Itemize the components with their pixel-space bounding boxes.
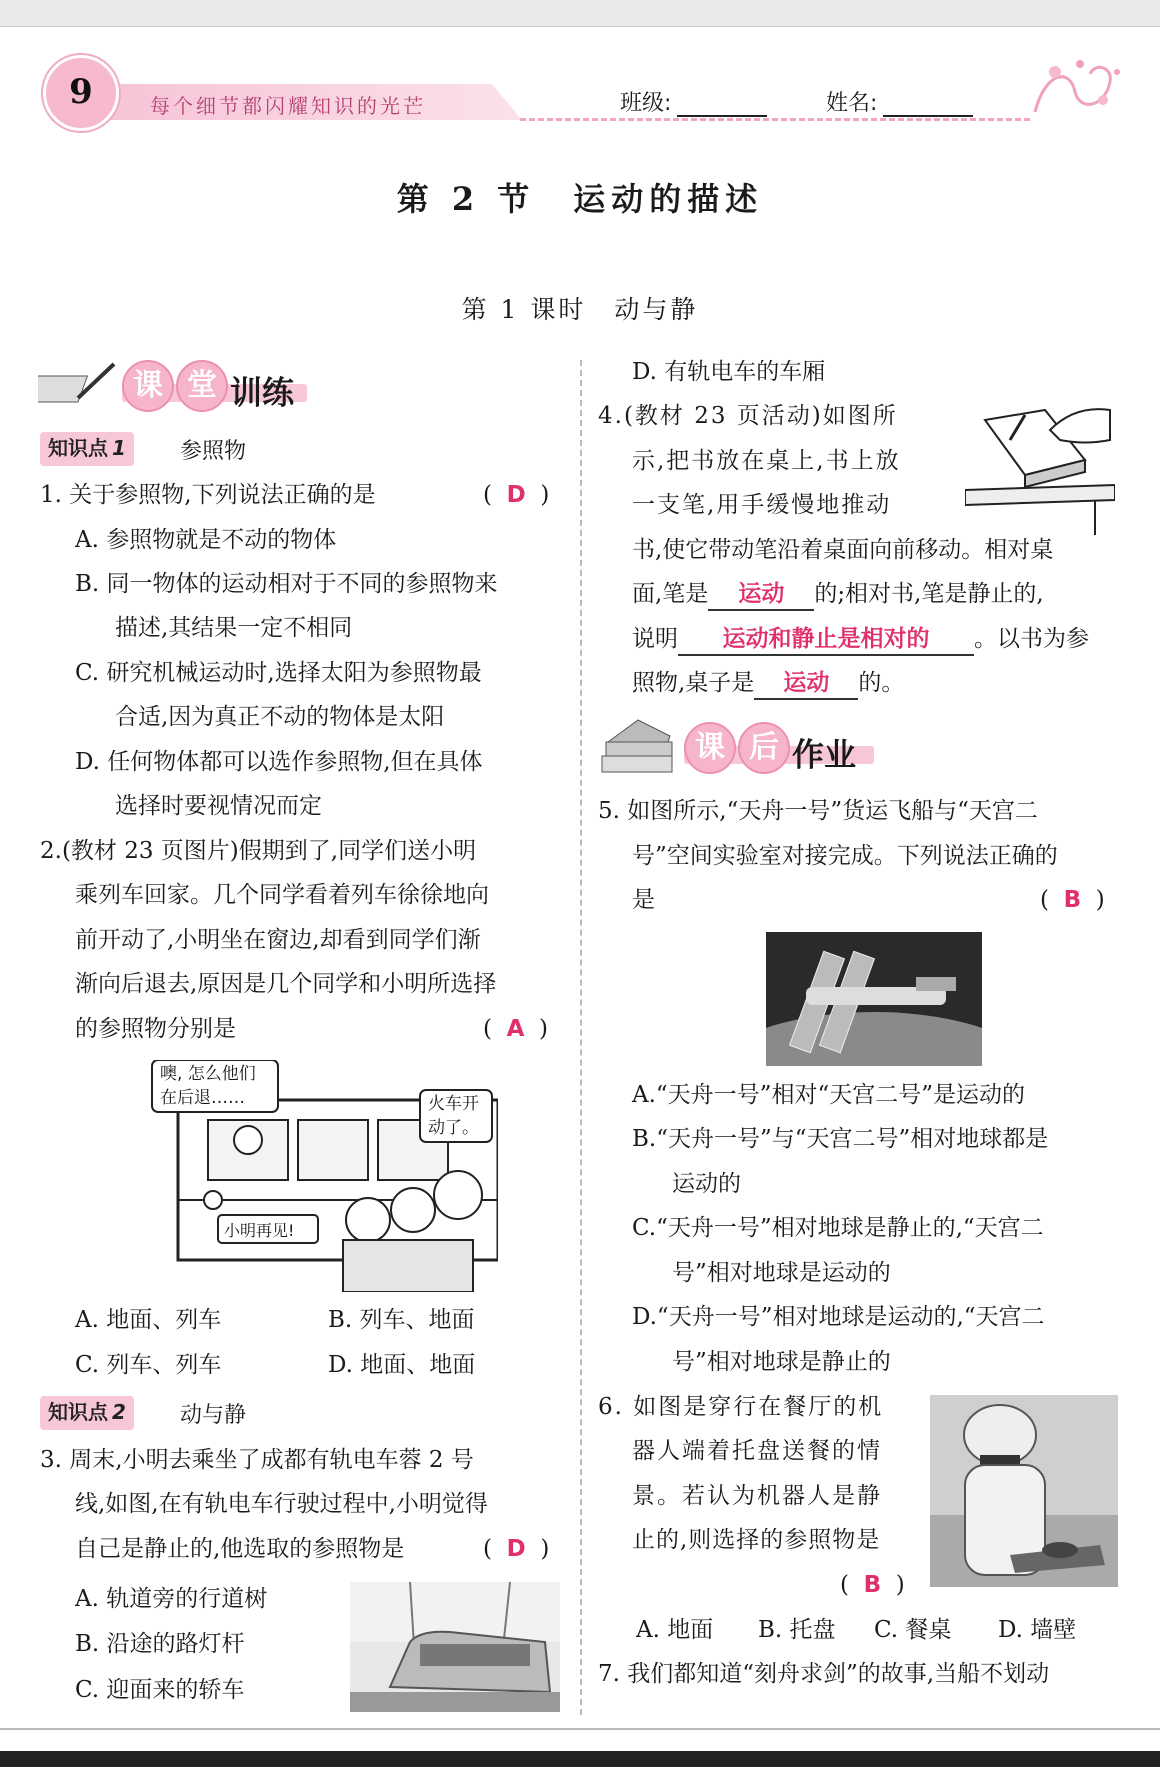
q1-option: C. 研究机械运动时,选择太阳为参照物最 (75, 660, 482, 686)
q3-line: 3. 周末,小明去乘坐了成都有轨电车蓉 2 号 (40, 1447, 474, 1473)
book-stack-icon (598, 716, 680, 778)
q2-line: 的参照物分别是 (75, 1016, 236, 1042)
q4-line: 一支笔,用手缓慢地推动 (632, 492, 892, 518)
q4-line: 书,使它带动笔沿着桌面向前移动。相对桌 (632, 537, 1054, 563)
knowledge-point-tag-1: 知识点 1 (40, 432, 134, 466)
q5-line: 号”空间实验室对接完成。下列说法正确的 (632, 843, 1058, 869)
q5-option: A.“天舟一号”相对“天宫二号”是运动的 (632, 1082, 1025, 1108)
spacecraft-docking-photo (766, 932, 982, 1066)
page-bottom-line (0, 1728, 1160, 1730)
q5-option: D.“天舟一号”相对地球是运动的,“天宫二 (632, 1304, 1045, 1330)
q5-answer: ( B ) (1040, 887, 1105, 913)
heading-word: 训练 (230, 373, 295, 412)
q4-line-blank1: 面,笔是 运动 的;相对书,笔是静止的, (632, 572, 1044, 616)
page-number: 9 (43, 55, 119, 131)
knowledge-point-title-1: 参照物 (180, 439, 247, 464)
q2-option: D. 地面、地面 (328, 1352, 476, 1378)
q3-option: C. 迎面来的轿车 (75, 1677, 245, 1703)
notebook-pen-icon (38, 358, 118, 408)
q2-option: B. 列车、地面 (328, 1307, 475, 1333)
q1-option: 选择时要视情况而定 (115, 793, 322, 819)
column-divider (580, 360, 582, 1715)
q4-line: 示,把书放在桌上,书上放 (632, 448, 901, 474)
q6-option: D. 墙壁 (998, 1617, 1077, 1643)
bubble-hou: 后 (738, 722, 790, 774)
q6-line: 景。若认为机器人是静 (632, 1483, 882, 1509)
q4-line-blank3: 照物,桌子是 运动 的。 (632, 661, 904, 705)
q7-line: 7. 我们都知道“刻舟求剑”的故事,当船不划动 (598, 1661, 1050, 1687)
waiter-robot-photo (930, 1395, 1118, 1587)
q2-line: 2.(教材 23 页图片)假期到了,同学们送小明 (40, 838, 477, 864)
knowledge-point-title-2: 动与静 (180, 1403, 247, 1428)
q2-line: 渐向后退去,原因是几个同学和小明所选择 (75, 971, 497, 997)
speech-bubble-goodbye: 小明再见! (224, 1221, 295, 1240)
q5-option: 运动的 (672, 1171, 741, 1197)
class-blank (677, 97, 767, 117)
bubble-tang: 堂 (176, 360, 228, 412)
class-field (620, 86, 767, 117)
q3-option: A. 轨道旁的行道树 (75, 1586, 268, 1612)
q5-option: B.“天舟一号”与“天宫二号”相对地球都是 (632, 1126, 1049, 1152)
bubble-ke2: 课 (684, 722, 736, 774)
q1-option: A. 参照物就是不动的物体 (75, 527, 337, 553)
homework-heading (684, 722, 856, 782)
name-label: 姓名: (826, 91, 878, 116)
q3-option: D. 有轨电车的车厢 (632, 359, 826, 385)
flourish-ornament-icon (1025, 52, 1125, 122)
train-farewell-illustration (138, 1060, 498, 1292)
q1-option: 合适,因为真正不动的物体是太阳 (115, 704, 445, 730)
q1-option: B. 同一物体的运动相对于不同的参照物来 (75, 571, 498, 597)
q3-line: 线,如图,在有轨电车行驶过程中,小明觉得 (75, 1491, 488, 1517)
q1-option: 描述,其结果一定不相同 (115, 615, 353, 641)
q3-line: 自己是静止的,他选取的参照物是 (75, 1536, 405, 1562)
q1-stem: 1. 关于参照物,下列说法正确的是 (40, 482, 376, 508)
q3-answer: ( D ) (483, 1536, 550, 1562)
lesson-subtitle: 第 1 课时 动与静 (461, 295, 699, 324)
q2-option: A. 地面、列车 (75, 1307, 222, 1333)
q6-option: C. 餐桌 (874, 1617, 952, 1643)
q1-answer: ( D ) (483, 482, 550, 508)
q4-line-blank2: 说明 运动和静止是相对的 。以书为参 (632, 617, 1089, 661)
bubble-ke: 课 (122, 360, 174, 412)
window-top-bar (0, 0, 1160, 27)
knowledge-point-tag-2: 知识点 2 (40, 1396, 134, 1430)
q2-answer: ( A ) (483, 1016, 549, 1042)
q2-option: C. 列车、列车 (75, 1352, 222, 1378)
q3-option: B. 沿途的路灯杆 (75, 1631, 245, 1657)
section-title: 第 2 节 运动的描述 (396, 180, 764, 218)
speech-bubble-xiaoming: 噢, 怎么他们 在后退…… (160, 1064, 256, 1108)
header-slogan: 每个细节都闪耀知识的光芒 (150, 94, 426, 118)
classroom-training-heading (122, 360, 294, 420)
window-bottom-bar (0, 1751, 1160, 1767)
q6-line: 止的,则选择的参照物是 (632, 1527, 881, 1553)
q6-line: 6. 如图是穿行在餐厅的机 (598, 1394, 884, 1420)
q6-option: A. 地面 (636, 1617, 714, 1643)
q5-option: C.“天舟一号”相对地球是静止的,“天宫二 (632, 1215, 1044, 1241)
q5-line: 是 (632, 887, 655, 913)
blank-1: 运动 (708, 579, 814, 611)
tram-photo (350, 1582, 560, 1712)
q5-option: 号”相对地球是运动的 (672, 1260, 891, 1286)
speech-bubble-train: 火车开 动了。 (428, 1094, 479, 1138)
q2-line: 乘列车回家。几个同学看着列车徐徐地向 (75, 882, 489, 908)
header-dashed-line (520, 118, 1030, 121)
blank-2: 运动和静止是相对的 (678, 624, 974, 656)
q4-line: 4.(教材 23 页活动)如图所 (598, 403, 898, 429)
q1-option: D. 任何物体都可以选作参照物,但在具体 (75, 749, 483, 775)
class-label: 班级: (620, 91, 672, 116)
q5-option: 号”相对地球是静止的 (672, 1349, 891, 1375)
blank-3: 运动 (754, 668, 858, 700)
q6-option: B. 托盘 (758, 1617, 836, 1643)
book-pen-desk-illustration (965, 400, 1115, 535)
q5-line: 5. 如图所示,“天舟一号”货运飞船与“天宫二 (598, 798, 1038, 824)
q2-line: 前开动了,小明坐在窗边,却看到同学们渐 (75, 927, 481, 953)
name-field (826, 86, 973, 117)
name-blank (883, 97, 973, 117)
heading-word: 作业 (792, 735, 857, 774)
q6-answer: ( B ) (840, 1572, 905, 1598)
q6-line: 器人端着托盘送餐的情 (632, 1438, 882, 1464)
